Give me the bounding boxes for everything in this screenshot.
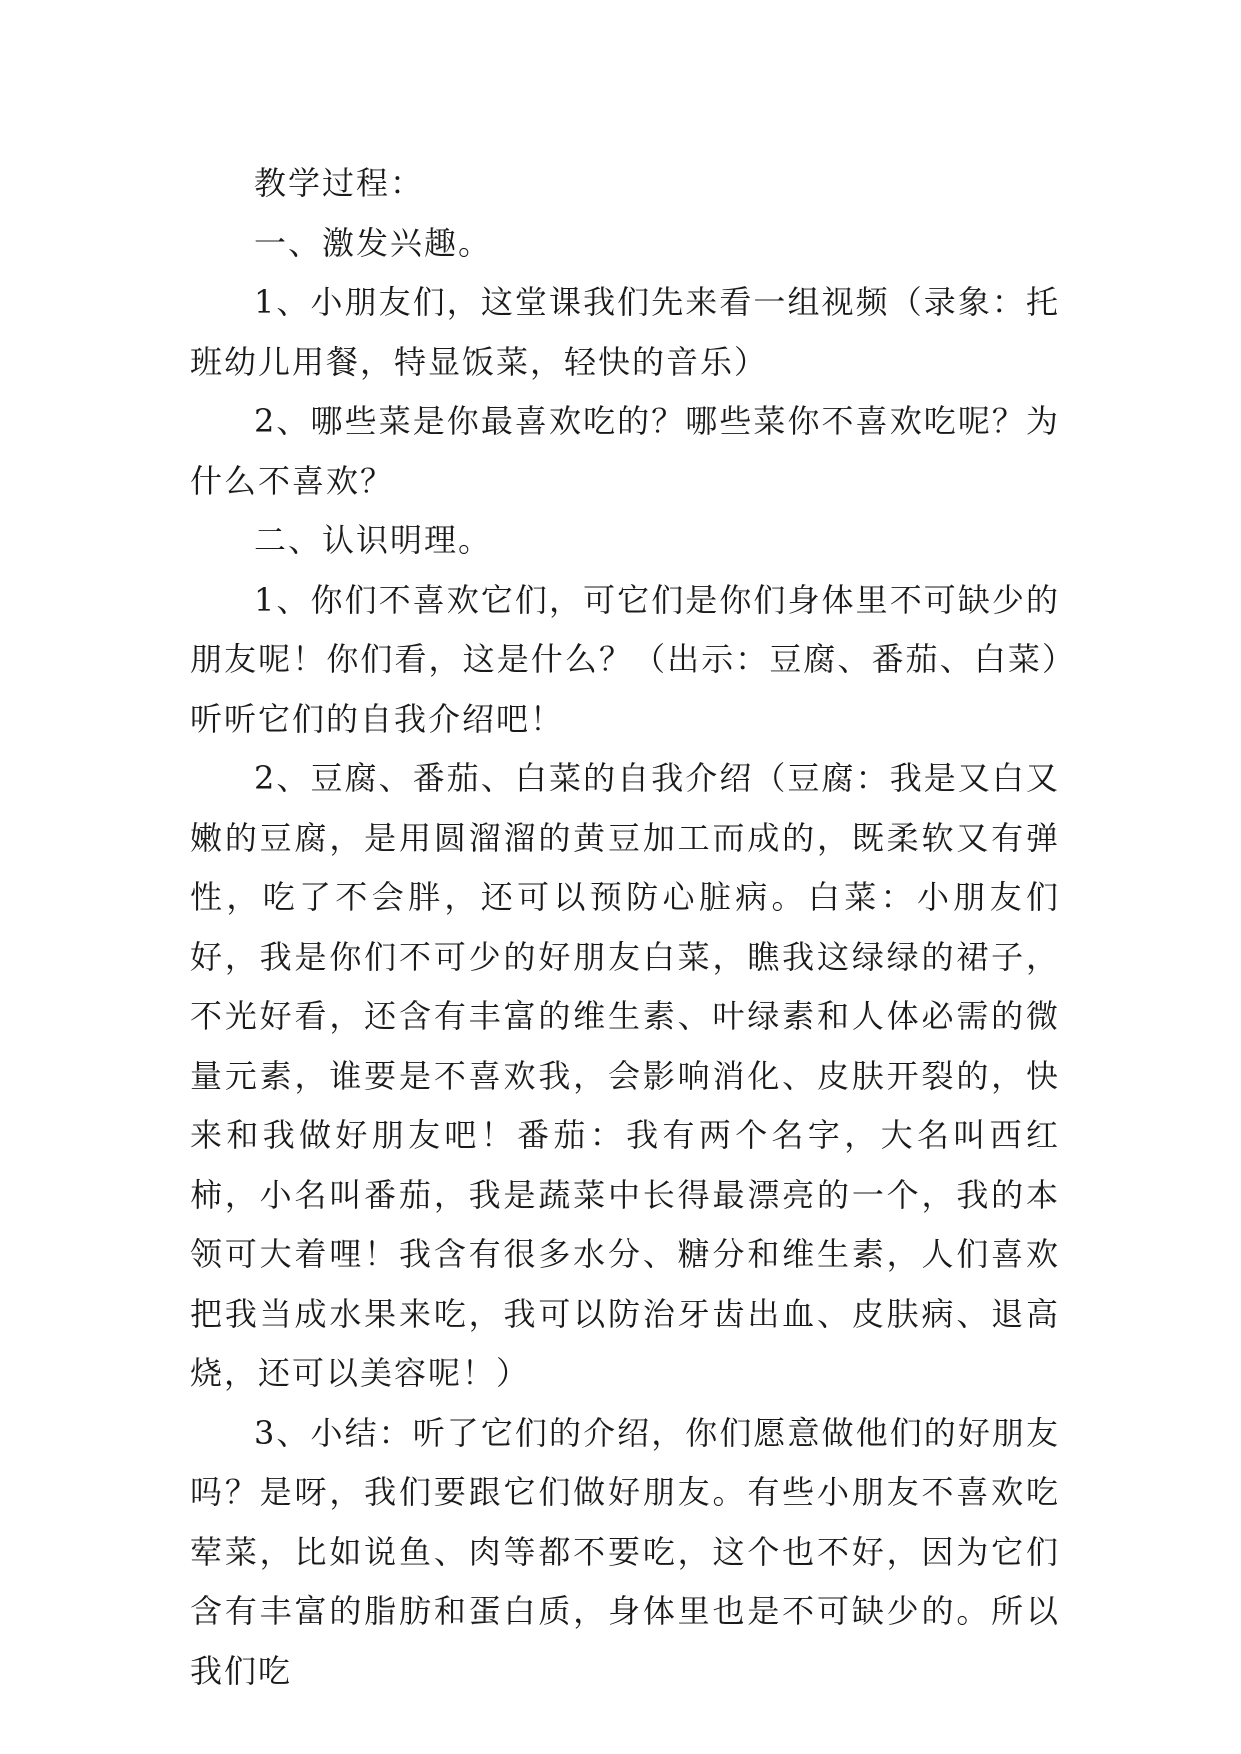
paragraph-section-2-heading: 二、认识明理。 [254, 521, 493, 559]
paragraph-teaching-process: 教学过程： [254, 164, 425, 202]
paragraph-2-1: 1、你们不喜欢它们，可它们是你们身体里不可缺少的朋友呢！你们看，这是什么？（出示：豆腐、番茄、白菜）听听它们的自我介绍吧！ [190, 580, 1060, 738]
paragraph-2-3: 3、小结：听了它们的介绍，你们愿意做他们的好朋友吗？是呀，我们要跟它们做好朋友。有些小朋友不喜欢吃荤菜，比如说鱼、肉等都不要吃，这个也不好，因为它们含有丰富的脂肪和蛋白质，身体里也是不可缺少的。所以我们吃 [190, 1413, 1060, 1690]
paragraph-section-1-heading: 一、激发兴趣。 [254, 223, 493, 262]
paragraph-1-1: 1、小朋友们，这堂课我们先来看一组视频（录象：托班幼儿用餐，特显饭菜，轻快的音乐） [190, 283, 1060, 381]
document-body [190, 154, 1060, 1701]
paragraph-2-2: 2、豆腐、番茄、白菜的自我介绍（豆腐：我是又白又嫩的豆腐，是用圆溜溜的黄豆加工而成的，既柔软又有弹性，吃了不会胖，还可以预防心脏病。白菜：小朋友们好，我是你们不可少的好朋友白菜，瞧我这绿绿的裙子，不光好看，还含有丰富的维生素、叶绿素和人体必需的微量元素，谁要是不喜欢我，会影响消化、皮肤开裂的，快来和我做好朋友吧！番茄：我有两个名字，大名叫西红柿，小名叫番茄，我是蔬菜中长得最漂亮的一个，我的本领可大着哩！我含有很多水分、糖分和维生素，人们喜欢把我当成水果来吃，我可以防治牙齿出血、皮肤病、退高烧，还可以美容呢！） [190, 759, 1060, 1392]
paragraph-1-2: 2、哪些菜是你最喜欢吃的？哪些菜你不喜欢吃呢？为什么不喜欢？ [190, 402, 1060, 500]
